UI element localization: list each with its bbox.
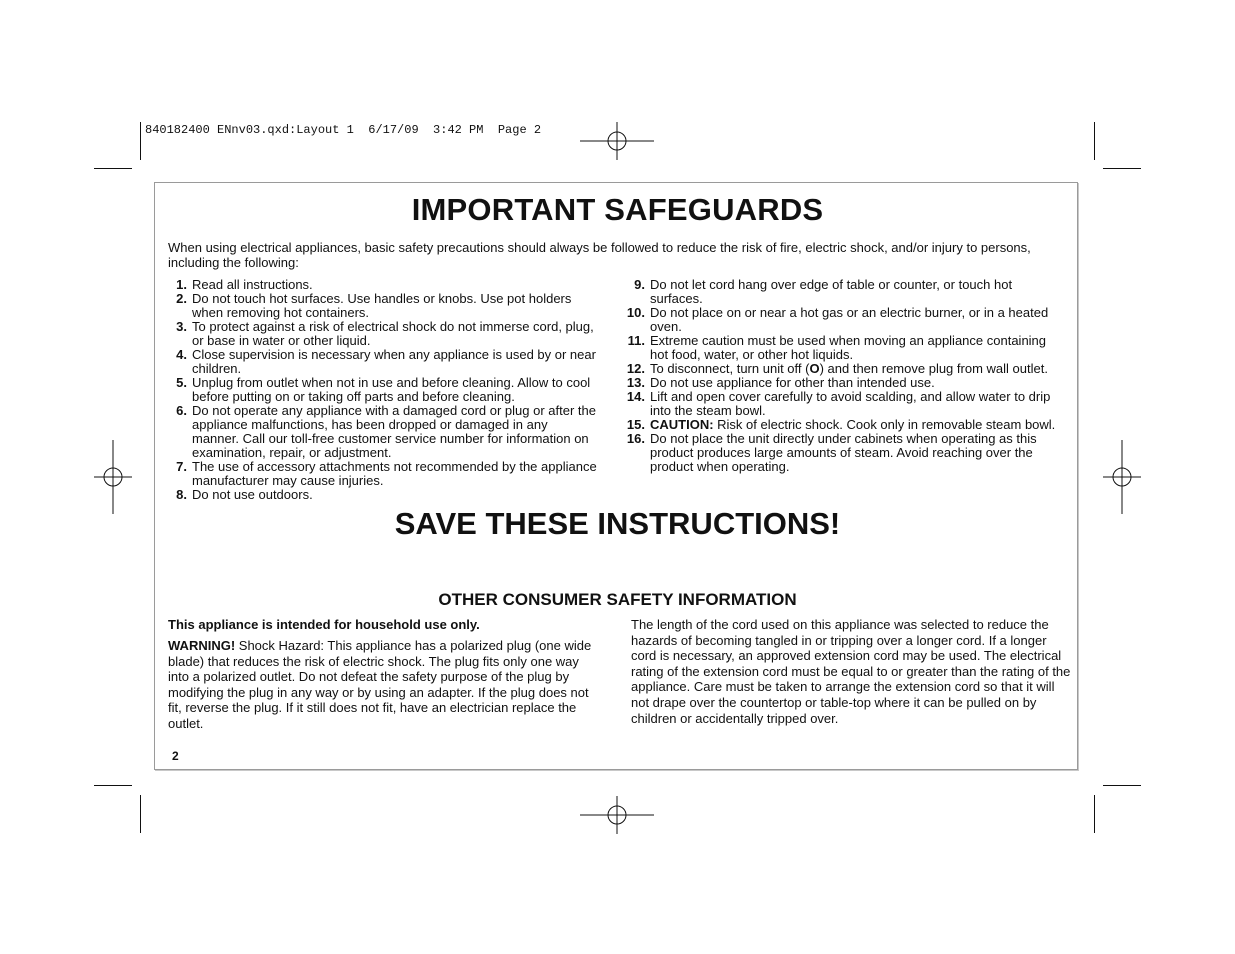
registration-mark-icon	[1085, 440, 1159, 514]
warning-label: WARNING!	[168, 638, 236, 653]
crop-mark	[94, 785, 132, 786]
cord-length-paragraph: The length of the cord used on this appliance was selected to reduce the hazards of becoming tangled in or tripping over a longer cord. If a longer cord is necessary, an approved extension cord may be used. The electrical rating of the extension cord must be equal to or greater than the rating of the appliance. Care must be taken to arrange the extension cord so that it will not drape over the countertop or table-top where it can be pulled on by children or accidentally tripped over.	[631, 617, 1071, 726]
list-item: 2. Do not touch hot surfaces. Use handles or knobs. Use pot holders when removing hot containers.	[176, 291, 572, 320]
intro-paragraph: When using electrical appliances, basic safety precautions should always be followed to reduce the risk of fire, electric shock, and/or injury to persons, including the following:	[168, 240, 1031, 270]
list-item: 6. Do not operate any appliance with a damaged cord or plug or after the appliance malfunctions, has been dropped or damaged in any manner. Call our toll-free customer service number for information on examination, repair, or adjustment.	[176, 403, 596, 460]
list-item: 16. Do not place the unit directly under cabinets when operating as this product produces large amounts of steam. Avoid reaching over the product when operating.	[626, 431, 1037, 474]
list-item: 12. To disconnect, turn unit off (O) and then remove plug from wall outlet.	[626, 361, 1048, 376]
list-item: 10. Do not place on or near a hot gas or an electric burner, or in a heated oven.	[626, 305, 1049, 334]
safeguards-list-left	[168, 278, 598, 502]
list-item: 11. Extreme caution must be used when moving an appliance containing hot food, water, or other hot liquids.	[627, 333, 1047, 362]
crop-mark	[94, 168, 132, 169]
registration-mark-icon	[580, 778, 654, 852]
crop-mark	[140, 795, 141, 833]
registration-mark-icon	[76, 440, 150, 514]
list-item: 8. Do not use outdoors.	[176, 487, 313, 502]
list-item: 4. Close supervision is necessary when any appliance is used by or near children.	[176, 347, 596, 376]
household-use-note: This appliance is intended for household use only.	[168, 617, 480, 632]
off-symbol: O	[809, 361, 820, 376]
list-item: 13. Do not use appliance for other than intended use.	[626, 375, 935, 390]
list-item: 9. Do not let cord hang over edge of table or counter, or touch hot surfaces.	[634, 277, 1013, 306]
list-item: 1. Read all instructions.	[176, 277, 313, 292]
caution-label: CAUTION:	[650, 417, 714, 432]
safeguards-list-right	[626, 278, 1066, 474]
list-item: 7. The use of accessory attachments not recommended by the appliance manufacturer may cause injuries.	[176, 459, 597, 488]
registration-mark-icon	[580, 104, 654, 178]
page-number: 2	[172, 749, 179, 763]
page-title: IMPORTANT SAFEGUARDS	[411, 192, 824, 227]
list-item: 14. Lift and open cover carefully to avoid scalding, and allow water to drip into the steam bowl.	[626, 389, 1051, 418]
crop-mark	[1094, 122, 1095, 160]
household-warning-column	[168, 617, 600, 732]
save-instructions-heading: SAVE THESE INSTRUCTIONS!	[394, 506, 841, 541]
crop-mark	[1103, 785, 1141, 786]
list-item: 15. CAUTION: Risk of electric shock. Cook only in removable steam bowl.	[626, 417, 1056, 432]
crop-mark	[1094, 795, 1095, 833]
printer-slug-line: 840182400 ENnv03.qxd:Layout 1 6/17/09 3:42 PM Page 2	[145, 123, 542, 137]
crop-mark	[1103, 168, 1141, 169]
list-item: 3. To protect against a risk of electrical shock do not immerse cord, plug, or base in water or other liquid.	[176, 319, 594, 348]
warning-paragraph: WARNING! Shock Hazard: This appliance has a polarized plug (one wide blade) that reduces the risk of electric shock. The plug fits only one way into a polarized outlet. Do not defeat the safety purpose of the plug by modifying the plug in any way or by using an adapter. If the plug does not fit, reverse the plug. If it still does not fit, have an electrician replace the outlet.	[168, 638, 592, 731]
list-item: 5. Unplug from outlet when not in use and before cleaning. Allow to cool before putting on or taking off parts and before cleaning.	[176, 375, 591, 404]
other-safety-heading: OTHER CONSUMER SAFETY INFORMATION	[438, 590, 797, 609]
crop-mark	[140, 122, 141, 160]
